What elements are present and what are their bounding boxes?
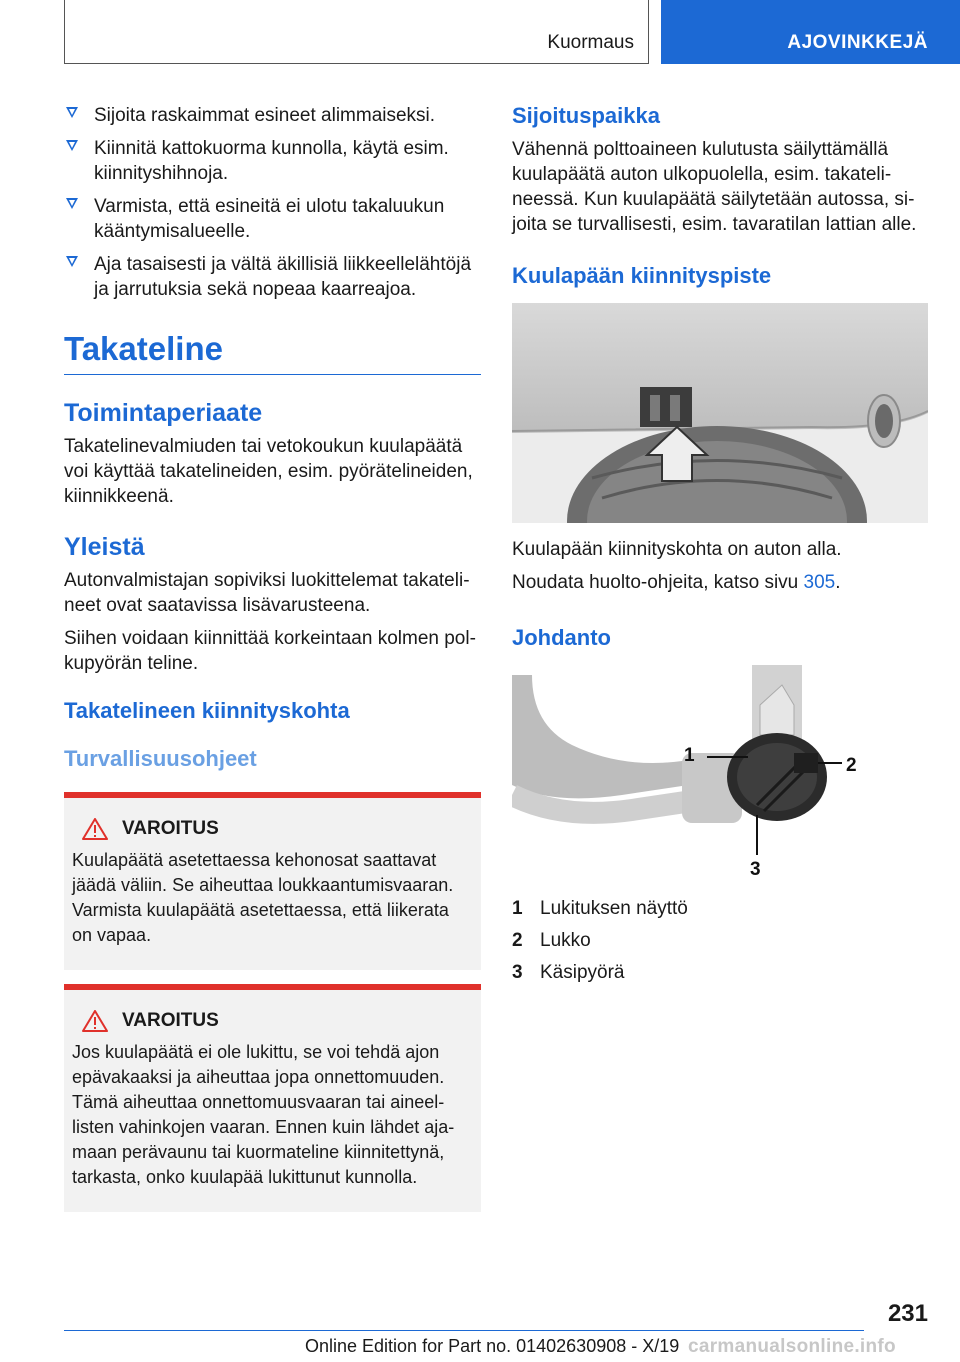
warning-box-2 — [64, 984, 481, 1212]
list-item: Kiinnitä kattokuorma kunnolla, käytä esim. kiinnityshihnoja. — [64, 136, 481, 186]
bullet-triangle-icon — [66, 256, 78, 267]
ball-head-illustration — [512, 665, 928, 880]
storage-text: Vähennä polttoaineen kulutusta säilyttämällä kuulapäätä auton ulkopuolella, esim. takatelineessä. Kun kuulapäätä säilytetään autossa, sijoita se turvallisesti, esim. tavaratilan lattian alle. — [512, 139, 917, 235]
header-chapter-tab — [661, 0, 960, 64]
page-number: 231 — [887, 1300, 928, 1327]
footer-edition: Online Edition for Part no. 01402630908 - X/19 — [305, 1336, 680, 1356]
bullet-triangle-icon — [66, 198, 78, 209]
ball-head-image — [512, 665, 928, 880]
right-column — [512, 103, 928, 992]
bullet-triangle-icon — [66, 107, 78, 118]
callout-2: 2 — [846, 755, 857, 776]
list-item: 1 Lukituksen näyttö — [512, 898, 688, 919]
bullet-triangle-icon — [66, 140, 78, 151]
general-heading: Yleistä — [64, 533, 145, 561]
loading-tips-list — [64, 103, 481, 302]
safety-heading: Turvallisuusohjeet — [64, 746, 257, 771]
general-text-2: Siihen voidaan kiinnittää korkeintaan kolmen polkupyörän teline. — [64, 628, 476, 674]
header-section-tab — [64, 0, 649, 64]
list-item: Aja tasaisesti ja vältä äkillisiä liikkeellelähtöjä ja jarrutuksia sekä nopeaa kaarreajoa. — [64, 252, 481, 302]
principle-heading: Toimintaperiaate — [64, 399, 263, 427]
storage-heading: Sijoituspaikka — [512, 103, 660, 128]
service-reference: Noudata huolto-ohjeita, katso sivu 305. — [512, 572, 841, 593]
general-text-1: Autonvalmistajan sopiviksi luokittelemat takatelineet ovat saatavissa lisävarusteena. — [64, 570, 470, 616]
callout-3: 3 — [750, 859, 761, 880]
watermark: carmanualsonline.info — [688, 1336, 896, 1357]
list-item: 2 Lukko — [512, 930, 591, 951]
warning-box-1 — [64, 792, 481, 970]
footer-divider — [64, 1330, 864, 1331]
warning-triangle-icon — [82, 1010, 108, 1032]
callout-1: 1 — [684, 745, 695, 766]
warning-title: VAROITUS — [122, 818, 219, 839]
list-item: 3 Käsipyörä — [512, 962, 625, 983]
warning-text: Kuulapäätä asetettaessa kehonosat saattavat jäädä väliin. Se aiheuttaa loukkaantumisvaaran. Varmista kuulapäätä asetettaessa, että liikerata on vapaa. — [72, 850, 454, 945]
header-section-label: Kuormaus — [547, 32, 634, 53]
list-item: Sijoita raskaimmat esineet alimmaiseksi. — [64, 103, 481, 128]
left-column — [64, 103, 481, 1212]
legend-list — [512, 896, 928, 985]
list-item: Varmista, että esineitä ei ulotu takaluukun kääntymisalueelle. — [64, 194, 481, 244]
attach-caption: Kuulapään kiinnityskohta on auton alla. — [512, 539, 842, 560]
intro-heading: Johdanto — [512, 625, 611, 650]
car-underside-image — [512, 303, 928, 523]
principle-text: Takatelinevalmiuden tai vetokoukun kuulapäätä voi käyttää takatelineiden, esim. pyörätelineiden, kiinnikkeenä. — [64, 436, 473, 507]
warning-title: VAROITUS — [122, 1010, 219, 1031]
header-chapter-label: AJOVINKKEJÄ — [787, 32, 928, 53]
page-title: Takateline — [64, 330, 481, 375]
page-link-305[interactable]: 305 — [803, 572, 836, 593]
attachment-point-illustration — [512, 303, 928, 523]
attach-heading: Kuulapään kiinnityspiste — [512, 263, 772, 288]
mount-heading: Takatelineen kiinnityskohta — [64, 698, 350, 723]
warning-text: Jos kuulapäätä ei ole lukittu, se voi tehdä ajon epävakaaksi ja aiheuttaa jopa onnettomuuden. Tämä aiheuttaa onnettomuusvaaran tai aineellisten vahinkojen vaaran. Ennen kuin lähdet ajamaan perävaunu tai kuormateline kiinnitettynä, tarkasta, onko kuulapää lukittunut kunnolla. — [72, 1042, 455, 1187]
warning-triangle-icon — [82, 818, 108, 840]
